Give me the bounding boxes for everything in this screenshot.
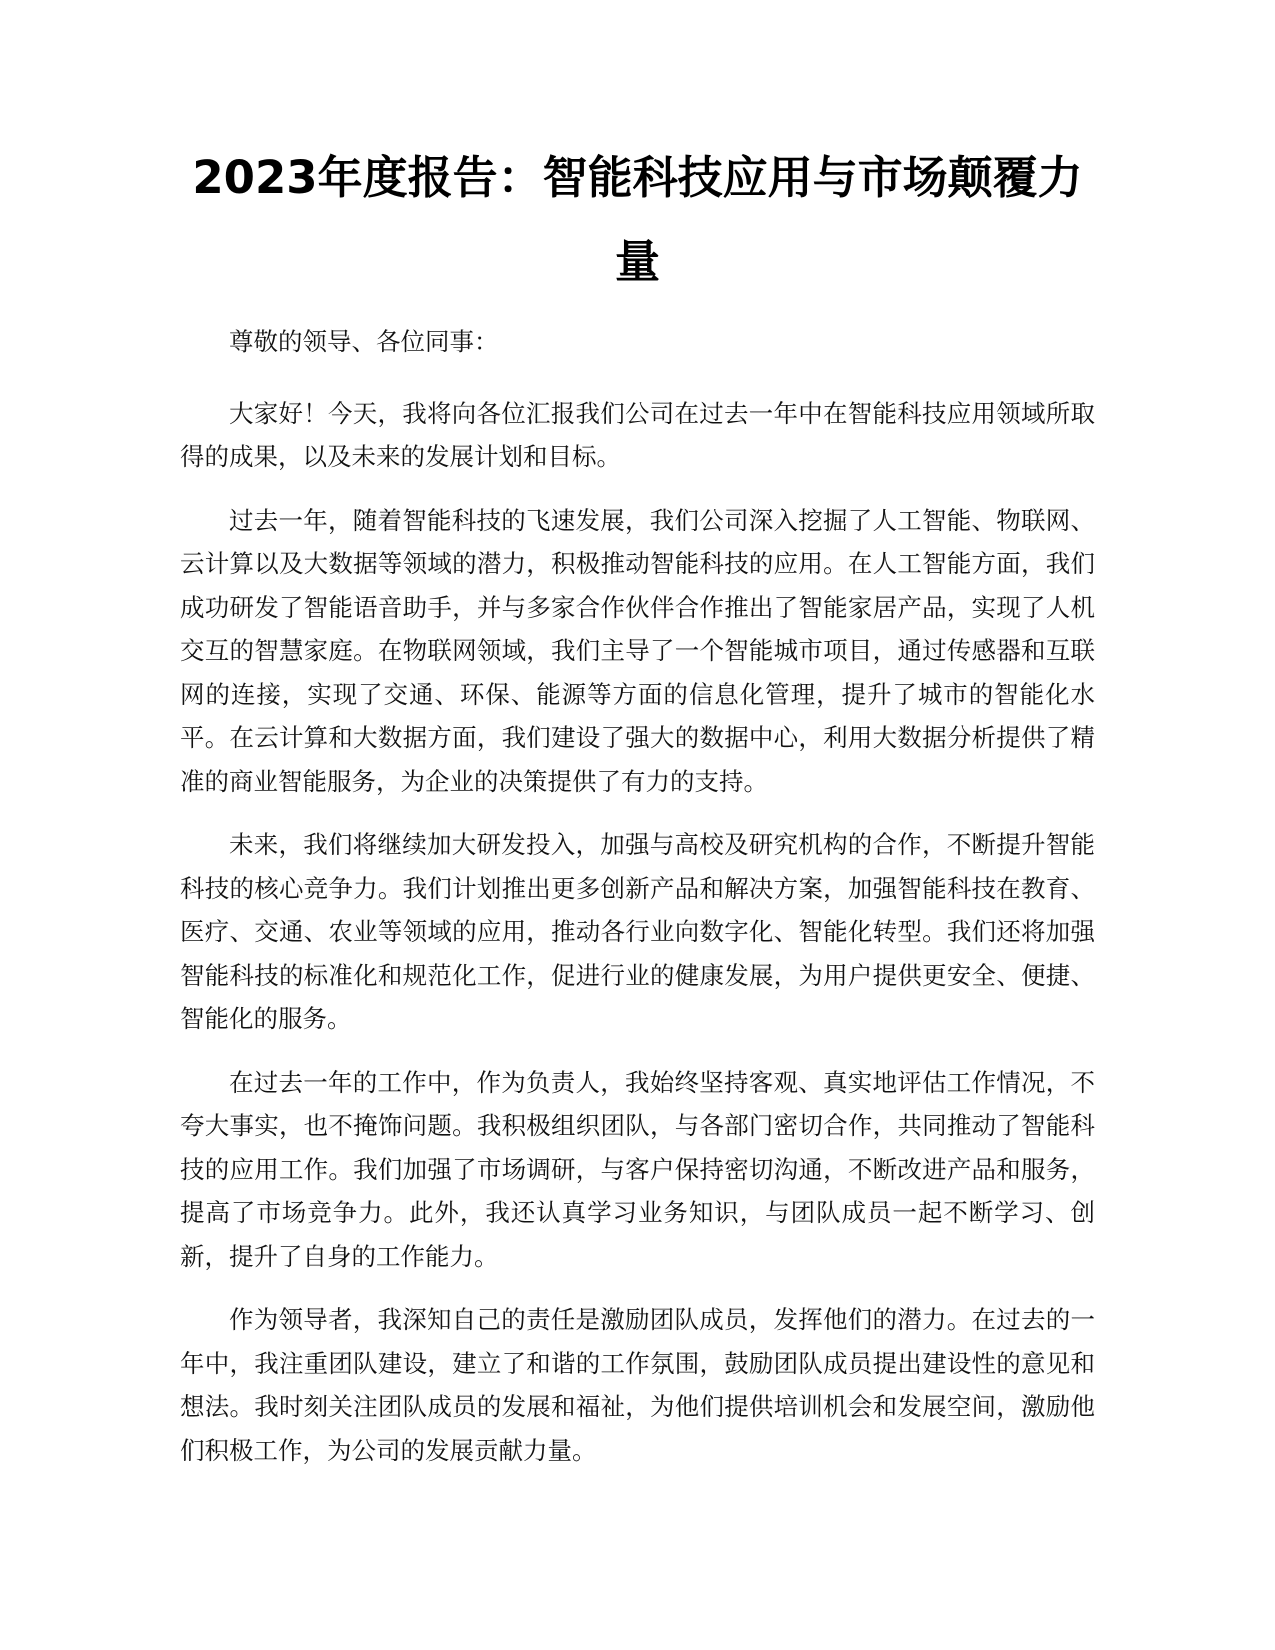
document-title: 2023年度报告：智能科技应用与市场颠覆力量 — [192, 151, 1083, 288]
paragraph-past-year-achievements: 过去一年，随着智能科技的飞速发展，我们公司深入挖掘了人工智能、物联网、云计算以及大数据等领域的潜力，积极推动智能科技的应用。在人工智能方面，我们成功研发了智能语音助手，并与多家合作伙伴合作推出了智能家居产品，实现了人机交互的智慧家庭。在物联网领域，我们主导了一个智能城市项目，通过传感器和互联网的连接，实现了交通、环保、能源等方面的信息化管理，提升了城市的智能化水平。在云计算和大数据方面，我们建设了强大的数据中心，利用大数据分析提供了精准的商业智能服务，为企业的决策提供了有力的支持。 — [180, 505, 1095, 796]
paragraph-future-plans: 未来，我们将继续加大研发投入，加强与高校及研究机构的合作，不断提升智能科技的核心竞争力。我们计划推出更多创新产品和解决方案，加强智能科技在教育、医疗、交通、农业等领域的应用，推动各行业向数字化、智能化转型。我们还将加强智能科技的标准化和规范化工作，促进行业的健康发展，为用户提供更安全、便捷、智能化的服务。 — [180, 830, 1095, 1033]
paragraph-leadership: 作为领导者，我深知自己的责任是激励团队成员，发挥他们的潜力。在过去的一年中，我注重团队建设，建立了和谐的工作氛围，鼓励团队成员提出建设性的意见和想法。我时刻关注团队成员的发展和福祉，为他们提供培训机会和发展空间，激励他们积极工作，为公司的发展贡献力量。 — [180, 1305, 1095, 1465]
salutation: 尊敬的领导、各位同事： — [229, 327, 499, 356]
paragraph-greeting: 大家好！今天，我将向各位汇报我们公司在过去一年中在智能科技应用领域所取得的成果，以及未来的发展计划和目标。 — [180, 398, 1095, 471]
document-body — [180, 320, 1095, 1492]
paragraph-personal-work-review: 在过去一年的工作中，作为负责人，我始终坚持客观、真实地评估工作情况，不夸大事实，也不掩饰问题。我积极组织团队，与各部门密切合作，共同推动了智能科技的应用工作。我们加强了市场调研，与客户保持密切沟通，不断改进产品和服务，提高了市场竞争力。此外，我还认真学习业务知识，与团队成员一起不断学习、创新，提升了自身的工作能力。 — [180, 1067, 1095, 1271]
